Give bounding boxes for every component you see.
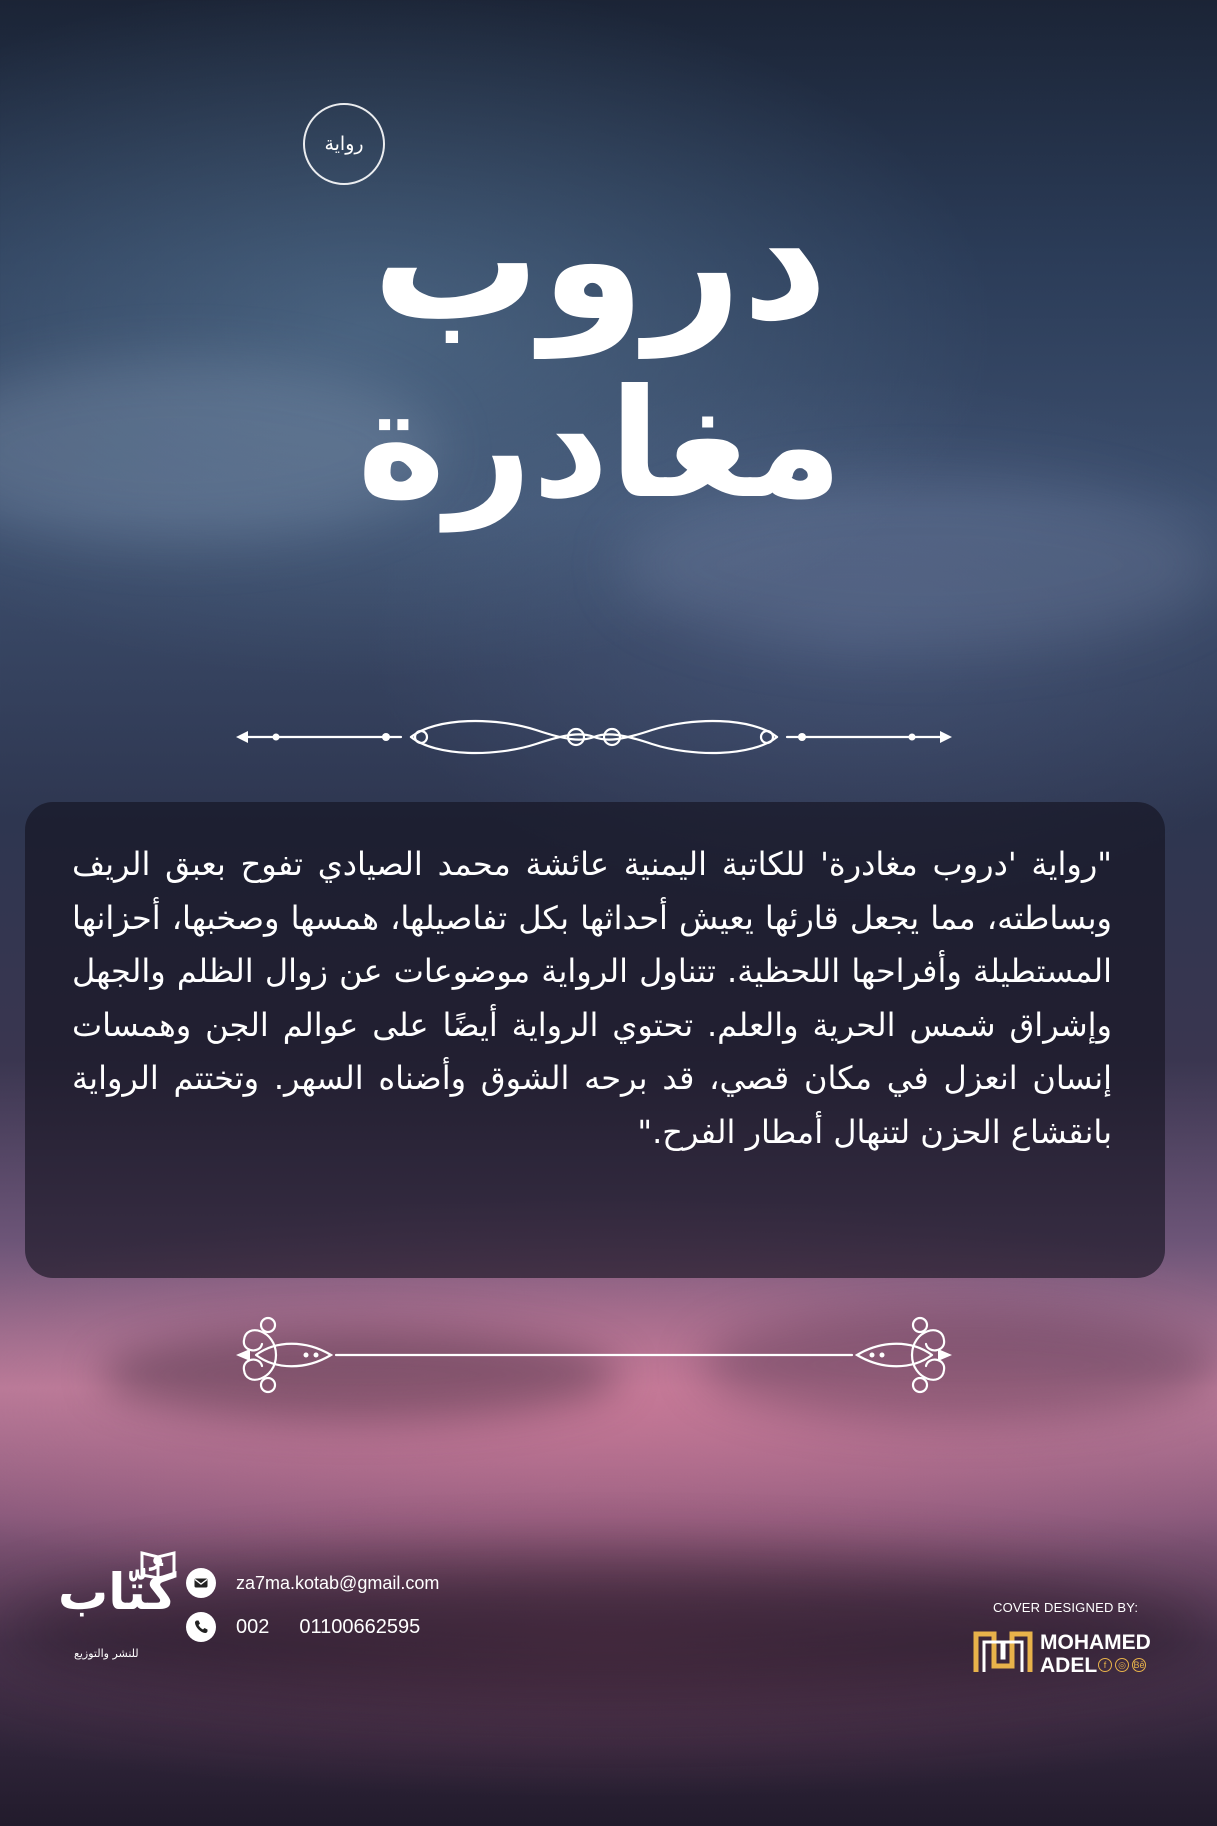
designer-name-line-2: ADEL — [1040, 1654, 1098, 1677]
bottom-ornament-divider — [236, 1310, 952, 1400]
title-line-2: مغادرة — [357, 358, 843, 532]
title-line-1: دروب — [371, 162, 829, 358]
email-address: za7ma.kotab@gmail.com — [236, 1572, 440, 1593]
designer-monogram-icon — [972, 1628, 1034, 1676]
book-blurb: "رواية 'دروب مغادرة' للكاتبة اليمنية عائشة محمد الصيادي تفوح بعبق الريف وبساطته، مما يجعل قارئها يعيش أحداثها بكل تفاصيلها، همسها وصخبها، أحزانها المستطيلة وأفراحها اللحظية. تتناول الرواية موضوعات عن زوال الظلم والجهل وإشراق شمس الحرية والعلم. تحتوي الرواية أيضًا على عوالم الجن وهمسات إنسان انعزل في مكان قصي، قد برحه الشوق وأضناه السهر. وتختتم الرواية بانقشاع الحزن لتنهال أمطار الفرح." — [72, 845, 1112, 1151]
publisher-subtitle: للنشر والتوزيع — [74, 1647, 139, 1660]
envelope-icon — [186, 1568, 216, 1598]
top-ornament-divider — [236, 712, 952, 762]
designer-name-line-1: MOHAMED — [1040, 1631, 1151, 1654]
genre-badge: رواية — [303, 103, 385, 185]
book-title — [300, 160, 900, 540]
phone-number: 01100662595 — [299, 1615, 421, 1638]
behance-icon: Bē — [1133, 1660, 1145, 1670]
contact-email — [186, 1568, 439, 1598]
phone-icon — [186, 1612, 216, 1642]
contact-phone — [186, 1612, 420, 1642]
facebook-icon: f — [1098, 1658, 1112, 1672]
instagram-icon: ◎ — [1115, 1658, 1129, 1672]
designer-logo — [970, 1626, 1170, 1682]
publisher-logo — [50, 1545, 180, 1675]
publisher-name: كُتّاب — [58, 1563, 177, 1621]
phone-country-code: 002 — [236, 1615, 270, 1638]
designer-credit-label: COVER DESIGNED BY: — [993, 1600, 1139, 1615]
